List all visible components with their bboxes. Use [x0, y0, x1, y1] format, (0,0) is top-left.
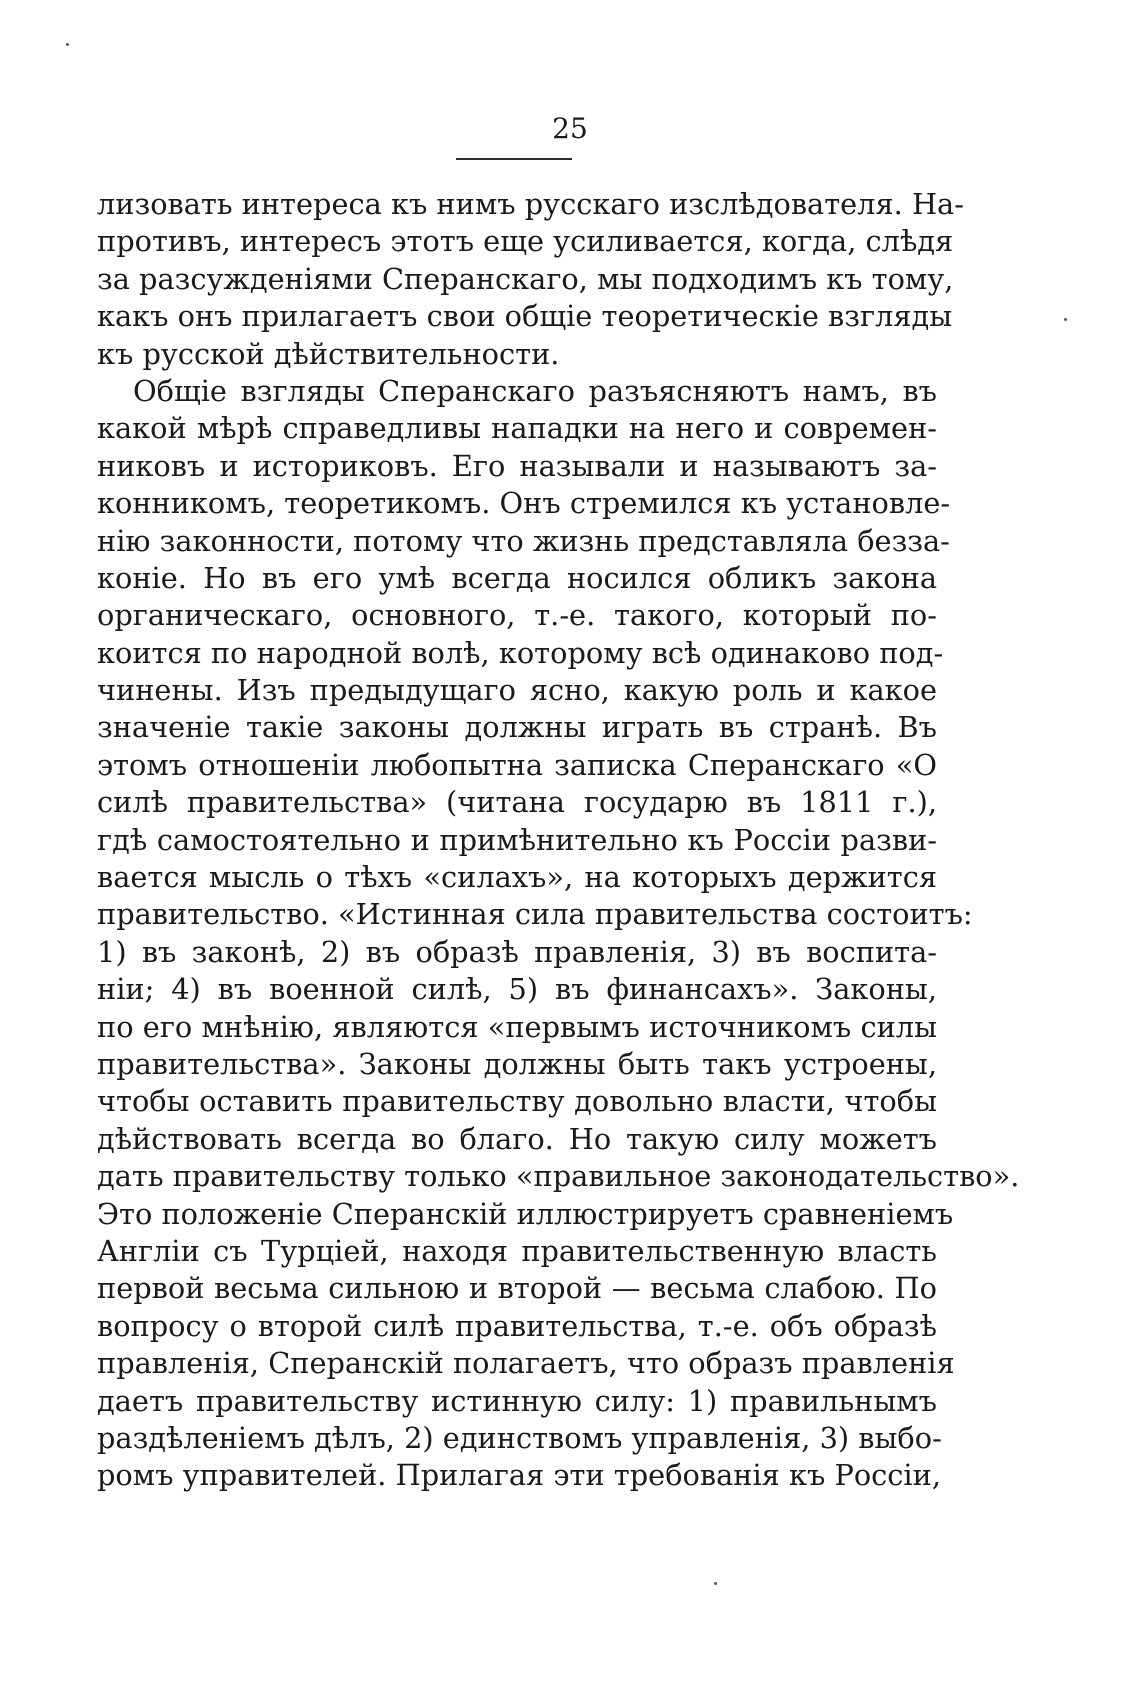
text-line: коится по народной волѣ, которому всѣ одинаково под-: [97, 635, 944, 670]
text-line: какъ онъ прилагаетъ свои общіе теоретическіе взгляды: [97, 299, 953, 334]
text-line: къ русской дѣйствительности.: [97, 336, 560, 371]
text-line: Это положеніе Сперанскій иллюстрируетъ сравненіемъ: [97, 1196, 954, 1231]
page-number: 25: [552, 112, 588, 145]
text-line: правительство. «Истинная сила правительства состоитъ:: [97, 897, 973, 932]
text-line: силѣ правительства» (читана государю въ 1811 г.),: [97, 785, 937, 820]
scan-speck: [714, 1582, 717, 1585]
text-line: вается мысль о тѣхъ «силахъ», на которыхъ держится: [97, 860, 937, 895]
body-text: [97, 186, 1020, 1495]
text-line: этомъ отношеніи любопытна записка Сперанскаго «О: [97, 747, 937, 782]
paragraph-1: [97, 186, 964, 373]
text-line: за разсужденіями Сперанскаго, мы подходимъ къ тому,: [97, 261, 954, 296]
text-line: никовъ и историковъ. Его называли и называютъ за-: [97, 448, 937, 483]
text-line: вопросу о второй силѣ правительства, т.-е. объ образѣ: [97, 1308, 937, 1343]
text-line: Англіи съ Турціей, находя правительственную власть: [97, 1233, 937, 1268]
text-line: раздѣленіемъ дѣлъ, 2) единствомъ управленія, 3) выбо-: [97, 1420, 942, 1455]
text-line: правленія, Сперанскій полагаетъ, что образъ правленія: [97, 1346, 955, 1381]
text-line: 1) въ законѣ, 2) въ образѣ правленія, 3) въ воспита-: [97, 934, 937, 969]
text-line: какой мѣрѣ справедливы нападки на него и современ-: [97, 411, 937, 446]
text-line: дать правительству только «правильное законодательство».: [97, 1159, 1020, 1194]
text-line: даетъ правительству истинную силу: 1) правильнымъ: [97, 1383, 937, 1418]
text-line: Общіе взгляды Сперанскаго разъясняютъ намъ, въ: [133, 373, 937, 408]
text-line: конникомъ, теоретикомъ. Онъ стремился къ установле-: [97, 486, 951, 521]
text-line: чинены. Изъ предыдущаго ясно, какую роль и какое: [97, 673, 937, 708]
text-line: правительства». Законы должны быть такъ устроены,: [97, 1046, 937, 1081]
text-line: гдѣ самостоятельно и примѣнительно къ Россіи разви-: [97, 822, 937, 857]
text-line: ромъ управителей. Прилагая эти требованія къ Россіи,: [97, 1458, 941, 1493]
scan-speck: [66, 43, 69, 46]
text-line: дѣйствовать всегда во благо. Но такую силу можетъ: [97, 1121, 937, 1156]
text-line: органическаго, основного, т.-е. такого, который по-: [97, 598, 937, 633]
text-line: противъ, интересъ этотъ еще усиливается, когда, слѣдя: [97, 224, 954, 259]
text-line: нію законности, потому что жизнь представляла безза-: [97, 523, 950, 558]
text-line: лизовать интереса къ нимъ русскаго изслѣдователя. На-: [97, 187, 964, 221]
text-line: чтобы оставить правительству довольно власти, чтобы: [97, 1084, 937, 1119]
text-line: ніи; 4) въ военной силѣ, 5) въ финансахъ». Законы,: [97, 972, 937, 1007]
text-line: коніе. Но въ его умѣ всегда носился обликъ закона: [97, 560, 937, 595]
text-line: по его мнѣнію, являются «первымъ источникомъ силы: [97, 1009, 937, 1044]
page-number-rule: [456, 158, 572, 160]
text-line: первой весьма сильною и второй — весьма слабою. По: [97, 1271, 937, 1306]
text-line: значеніе такіе законы должны играть въ странѣ. Въ: [97, 710, 937, 745]
paragraph-2: [97, 373, 1020, 1495]
scan-speck: [1064, 318, 1067, 321]
